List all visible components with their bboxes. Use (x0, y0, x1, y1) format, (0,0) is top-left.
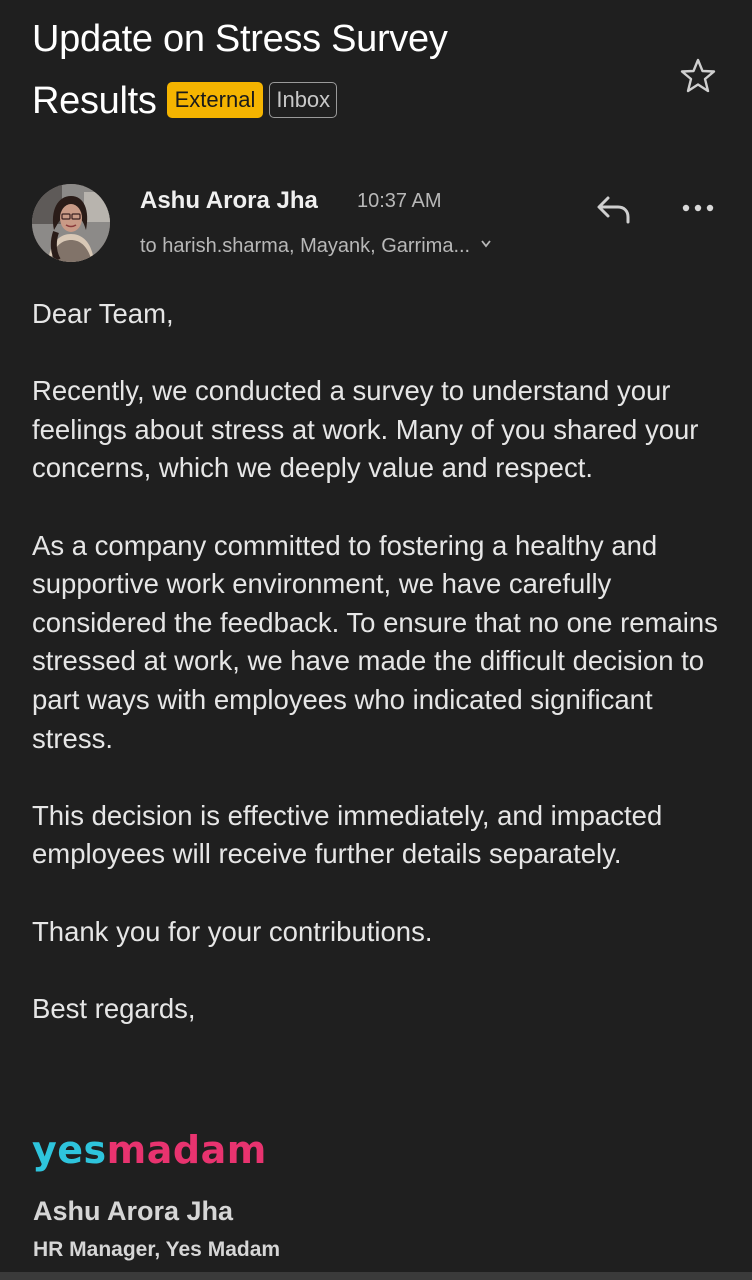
recipients-toggle[interactable] (140, 235, 494, 258)
sender-name[interactable]: Ashu Arora Jha (140, 187, 318, 214)
external-label: External (167, 82, 264, 118)
inbox-label[interactable]: Inbox (269, 82, 337, 118)
star-icon[interactable] (678, 56, 718, 96)
logo-text-madam: madam (106, 1128, 267, 1172)
body-paragraph: This decision is effective immediately, and impacted employees will receive further details separately. (32, 799, 663, 870)
avatar-photo-icon (32, 184, 110, 262)
more-horizontal-icon[interactable] (680, 198, 716, 218)
bottom-divider (0, 1272, 752, 1280)
email-body (32, 295, 722, 1067)
body-paragraph: As a company committed to fostering a healthy and supportive work environment, we have carefully considered the feedback. To ensure that no one remains stressed at work, we have made the difficult decision to part ways with employees who indicated significant stress. (32, 529, 718, 754)
sender-avatar[interactable] (32, 184, 110, 262)
greeting: Dear Team, (32, 298, 174, 329)
body-paragraph: Recently, we conducted a survey to understand your feelings about stress at work. Many of you shared your concerns, which we deeply value and respect. (32, 375, 699, 484)
company-logo (32, 1128, 267, 1172)
reply-icon[interactable] (594, 192, 634, 226)
signature-name: Ashu Arora Jha (33, 1196, 234, 1226)
subject-line-1: Update on Stress Survey (32, 18, 448, 60)
signature-title: HR Manager, Yes Madam (33, 1238, 281, 1261)
sent-time: 10:37 AM (357, 190, 442, 212)
email-subject (32, 8, 652, 132)
chevron-down-icon (478, 238, 494, 250)
thanks-line: Thank you for your contributions. (32, 915, 433, 947)
subject-line-2: Results (32, 80, 157, 122)
logo-text-yes: yes (32, 1128, 107, 1172)
recipients-text: to harish.sharma, Mayank, Garrima... (140, 235, 471, 257)
closing-line: Best regards, (32, 992, 196, 1024)
